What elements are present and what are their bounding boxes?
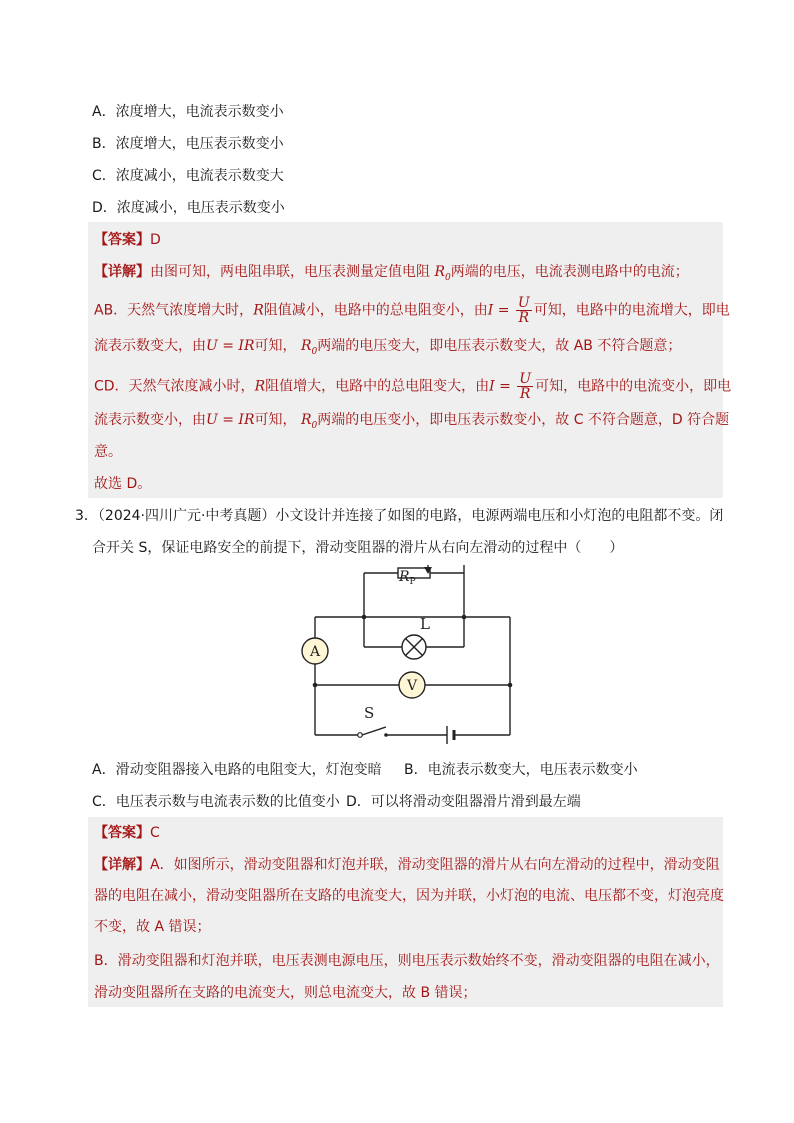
ammeter-label: A — [309, 644, 321, 660]
q2-detail-cd-2: 流表示数变小，由U = IR可知， $R_0$两端的电压变小，即电压表示数变小，故 C 不符合题意，D 符合题 — [94, 412, 730, 431]
answer-value: C — [150, 825, 160, 841]
answer-value: D — [150, 232, 161, 248]
rheostat-label: $R_P$ — [399, 569, 416, 587]
formula-fraction: $\frac{U}{R}$ — [517, 295, 530, 326]
q3-option-b: B．电流表示数变大，电压表示数变小 — [404, 762, 638, 778]
q2-detail-cd-3: 意。 — [94, 444, 122, 460]
q2-detail-ab-1: AB．天然气浓度增大时，R阻值减小，电路中的总电阻变小，由I = $\frac{U}{R}$ 可知，电路中的电流增大，即电 — [94, 295, 730, 326]
lamp-label: L — [420, 615, 430, 633]
q3-option-d: D．可以将滑动变阻器滑片滑到最左端 — [346, 794, 581, 810]
junction-dot — [313, 683, 318, 688]
r0-symbol: $R_0$ — [434, 264, 451, 283]
q2-conclusion: 故选 D。 — [94, 476, 152, 492]
circuit-diagram — [290, 565, 530, 745]
q3-option-c: C．电压表示数与电流表示数的比值变小 — [92, 794, 340, 810]
q2-option-a: A．浓度增大，电流表示数变小 — [92, 104, 284, 120]
answer-label: 【答案】 — [94, 232, 150, 248]
q3-detail-line-2: 器的电阻在减小，滑动变阻器所在支路的电流变大，因为并联，小灯泡的电流、电压都不变，灯泡亮度 — [94, 888, 724, 904]
voltmeter-label: V — [406, 678, 418, 694]
q2-option-b: B．浓度增大，电压表示数变小 — [92, 136, 284, 152]
q2-answer-box — [88, 222, 732, 498]
detail-label: 【详解】 — [94, 264, 150, 280]
q2-detail-cd-1: CD．天然气浓度减小时，R阻值增大，电路中的总电阻变大，由I = $\frac{U}{R}$ 可知，电路中的电流变小，即电 — [94, 371, 732, 402]
q3-answer-box — [88, 817, 723, 1007]
junction-dot — [362, 615, 367, 620]
junction-dot — [508, 683, 513, 688]
q2-option-c: C．浓度减小，电流表示数变大 — [92, 168, 284, 184]
switch-lever — [362, 727, 386, 735]
detail-text: 由图可知，两电阻串联，电压表测量定值电阻 — [150, 264, 430, 280]
q3-stem-line-1: 3．（2024·四川广元·中考真题）小文设计并连接了如图的电路，电源两端电压和小灯泡的电阻都不变。闭 — [75, 508, 724, 524]
answer-label: 【答案】 — [94, 825, 150, 841]
q3-detail-line-1: 【详解】A．如图所示，滑动变阻器和灯泡并联，滑动变阻器的滑片从右向左滑动的过程中，滑动变阻 — [94, 857, 720, 873]
q3-option-a: A．滑动变阻器接入电路的电阻变大，灯泡变暗 — [92, 762, 382, 778]
detail-text: 两端的电压，电流表测电路中的电流； — [450, 264, 689, 280]
q3-stem-line-2: 合开关 S，保证电路安全的前提下，滑动变阻器的滑片从右向左滑动的过程中（ ） — [92, 540, 624, 556]
detail-label: 【详解】 — [94, 857, 150, 873]
switch-contact — [358, 733, 363, 738]
q2-detail-intro — [94, 262, 689, 288]
junction-dot — [462, 615, 467, 620]
q2-option-d: D．浓度减小，电压表示数变小 — [92, 200, 285, 216]
q3-answer-line — [94, 823, 160, 843]
q3-detail-line-4: B．滑动变阻器和灯泡并联，电压表测电源电压，则电压表示数始终不变，滑动变阻器的电阻在减小， — [94, 953, 720, 969]
q3-detail-line-5: 滑动变阻器所在支路的电流变大，则总电流变大，故 B 错误； — [94, 985, 477, 1001]
formula-fraction: $\frac{U}{R}$ — [519, 371, 532, 402]
q2-detail-ab-2: 流表示数变大，由U = IR可知， $R_0$两端的电压变大，即电压表示数变大，故 AB 不符合题意； — [94, 338, 682, 357]
q3-detail-line-3: 不变，故 A 错误； — [94, 919, 211, 935]
switch-label: S — [364, 704, 375, 722]
switch-contact — [384, 733, 388, 737]
q2-answer-line — [94, 230, 161, 250]
